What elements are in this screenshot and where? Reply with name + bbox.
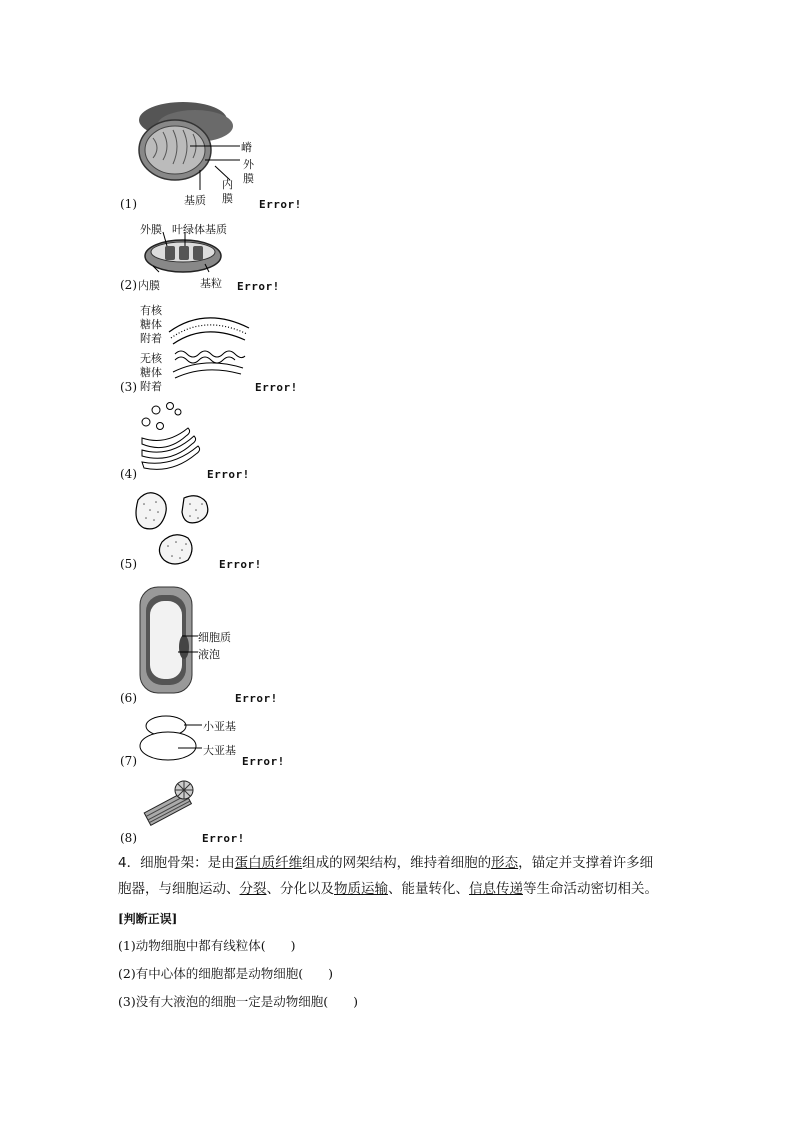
figure-number-4: (4)	[120, 467, 137, 481]
error-text-4: Error!	[207, 468, 250, 481]
ribosome-illustration	[138, 712, 208, 764]
golgi-apparatus-illustration	[136, 402, 206, 472]
figure-number-5: (5)	[120, 557, 137, 571]
outer-membrane-label: 外膜	[140, 223, 162, 236]
smooth-er-label-2: 糖体	[140, 366, 162, 379]
paragraph-line-1	[118, 850, 698, 876]
text-run: 等生命活动密切相关。	[523, 881, 658, 897]
rough-er-label-2: 糖体	[140, 318, 162, 331]
stroma-label: 叶绿体基质	[172, 223, 227, 236]
vesicles-illustration	[132, 490, 222, 568]
mitochondrion-leader-lines	[170, 140, 250, 200]
error-text-3: Error!	[255, 381, 298, 394]
error-text-7: Error!	[242, 755, 285, 768]
underlined-term: 蛋白质纤维	[234, 855, 303, 871]
figure-number-2: (2)	[120, 278, 137, 292]
outer-label-2: 膜	[243, 172, 254, 185]
centrosome-illustration	[140, 776, 202, 826]
smooth-er-label-1: 无核	[140, 352, 162, 365]
underlined-term: 信息传递	[469, 881, 523, 897]
error-text-1: Error!	[259, 198, 302, 211]
cytoplasm-label: 细胞质	[198, 631, 231, 644]
text-run: 4．细胞骨架：是由	[118, 855, 235, 871]
judge-heading: [判断正误]	[118, 912, 178, 926]
chloroplast-illustration	[143, 236, 233, 278]
inner-label-2: 膜	[222, 192, 233, 205]
cristae-label: 嵴	[241, 141, 252, 154]
matrix-label: 基质	[184, 194, 206, 207]
judge-item-2: (2)有中心体的细胞都是动物细胞( )	[118, 966, 333, 981]
error-text-5: Error!	[219, 558, 262, 571]
error-text-6: Error!	[235, 692, 278, 705]
error-text-2: Error!	[237, 280, 280, 293]
judge-item-1: (1)动物细胞中都有线粒体( )	[118, 938, 296, 953]
outer-label-1: 外	[243, 158, 254, 171]
rough-er-label-1: 有核	[140, 304, 162, 317]
figure-number-1: (1)	[120, 197, 137, 211]
underlined-term: 形态	[491, 855, 519, 871]
inner-label-1: 内	[222, 178, 233, 191]
cytoskeleton-paragraph	[118, 850, 698, 902]
figure-number-3: (3)	[120, 380, 137, 394]
underlined-term: 物质运输	[334, 881, 388, 897]
text-run: 胞器，与细胞运动、	[118, 881, 240, 897]
rough-er-label-3: 附着	[140, 332, 162, 345]
text-run: 、分化以及	[266, 881, 334, 897]
large-subunit-label: 大亚基	[203, 744, 236, 757]
figure-number-6: (6)	[120, 691, 137, 705]
judge-item-3: (3)没有大液泡的细胞一定是动物细胞( )	[118, 994, 358, 1009]
error-text-8: Error!	[202, 832, 245, 845]
endoplasmic-reticulum-illustration	[165, 312, 265, 382]
vacuole-label: 液泡	[198, 648, 220, 661]
text-run: ，锚定并支撑着许多细	[518, 855, 654, 871]
text-run: 组成的网架结构，维持着细胞的	[302, 855, 492, 871]
inner-membrane-label: 内膜	[138, 279, 160, 292]
figure-number-8: (8)	[120, 831, 137, 845]
smooth-er-label-3: 附着	[140, 380, 162, 393]
underlined-term: 分裂	[239, 881, 267, 897]
text-run: 、能量转化、	[388, 881, 469, 897]
paragraph-line-2	[118, 876, 698, 902]
figure-number-7: (7)	[120, 754, 137, 768]
granum-label: 基粒	[200, 277, 222, 290]
small-subunit-label: 小亚基	[203, 720, 236, 733]
